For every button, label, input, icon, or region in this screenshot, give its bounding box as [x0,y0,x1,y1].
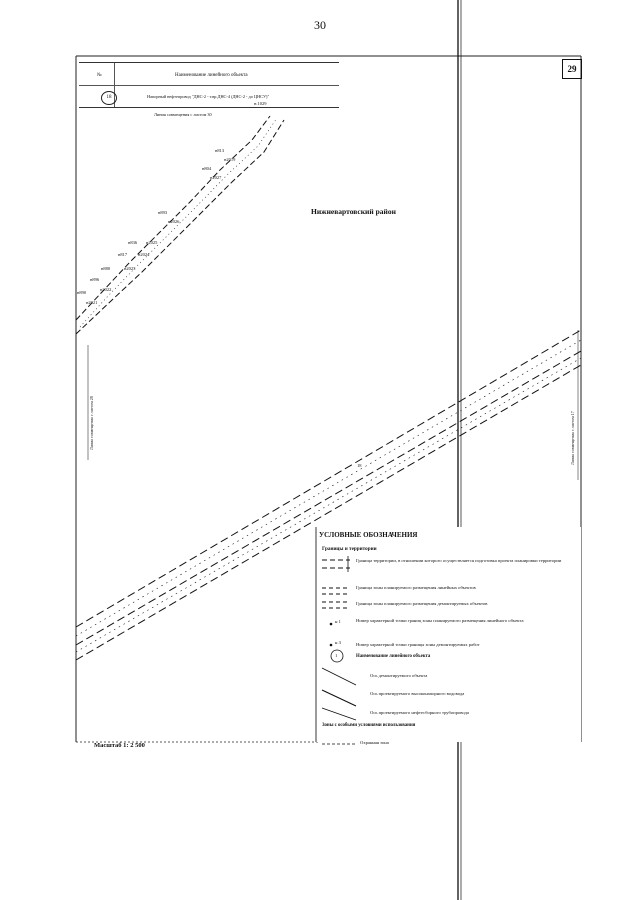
point-label: н2027 [210,175,222,180]
district-label: Нижневартовский район [311,207,396,216]
legend-item: Номер характерной точки границ зоны планируемого размещения линейного объекта [356,618,524,623]
point-label: н2025 [146,240,158,245]
legend-item: Ось демонтируемого объекта [370,673,428,678]
legend-item: Охранная зона [360,740,389,745]
point-label: н2024 [138,252,150,257]
table-row-name: Напорный нефтепровод "ДНС-2 - т.вр.ДНС-4 (ДНС-2 - до ЦНСУ)" [147,94,270,99]
legend-symbol: 1 [335,653,338,658]
legend-item: Граница территории, в отношении которого осуществляется подготовка проекта планировки территории [356,558,562,563]
legend-item: Ось проектируемого высоконапорного водовода [370,691,465,696]
scale-label: Масштаб 1: 2 500 [94,742,145,749]
legend-item: Наименование линейного объекта [356,654,431,659]
point-label: н817 [118,252,128,257]
sheet-number: 29 [562,59,582,79]
title-table [79,62,339,108]
point-label: н836 [128,240,138,245]
corridor-label: 18 [357,463,362,468]
upper-corridor [76,116,284,334]
table-divider [79,85,339,86]
match-line-right-label: Линия совмещения с листом 17 [570,411,575,465]
point-label: н2019 [224,157,236,162]
point-label: н813 [215,148,225,153]
point-label: н804 [202,166,212,171]
point-label: н2022 [100,287,112,292]
table-row-id: 18 [101,91,117,105]
point-label: н896 [90,277,100,282]
point-label: н890 [77,290,87,295]
legend-item: Ось проектируемого нефтесборного трубопровода [370,710,469,715]
table-header-number: № [97,73,102,78]
legend-item: Граница зоны планируемого размещения демонтируемых объектов [356,601,488,606]
point-label: н2026 [168,219,180,224]
legend-symbol: н 3 [335,640,341,645]
legend-title: УСЛОВНЫЕ ОБОЗНАЧЕНИЯ [319,531,418,539]
match-line-left-label: Линия совмещения с листом 28 [89,396,94,450]
page-number: 30 [314,18,326,32]
point-label: н2023 [124,266,136,271]
legend-item: Номер характерной точки границы зоны демонтируемых работ [356,642,480,647]
legend-section-borders: Границы и территории [322,546,377,552]
point-label: н880 [101,266,111,271]
match-line-top-label: Линия совмещения с листом 30 [154,112,212,117]
point-label: н2021 [86,300,98,305]
point-label: н893 [158,210,168,215]
legend-symbol: н 1 [335,619,341,624]
legend-item: Граница зоны планируемого размещения линейных объектов [356,585,476,590]
legend-section-zones: Зоны с особыми условиями использования [322,723,416,728]
point-label: н.1029 [254,101,267,106]
table-header-name: Наименование линейного объекта [175,73,248,78]
